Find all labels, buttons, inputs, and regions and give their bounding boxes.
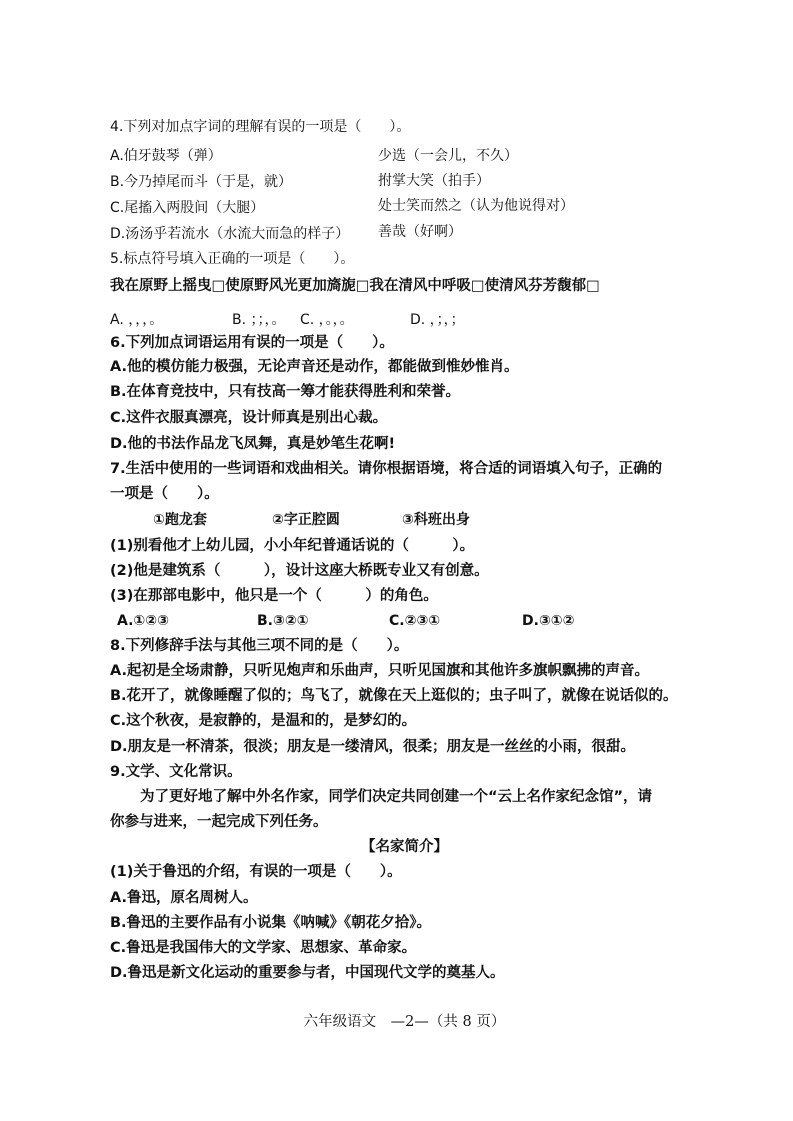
q9-intro-line1: 为了更好地了解中外名作家，同学们决定共同创建一个“云上名作家纪念馆”，请 xyxy=(140,789,653,805)
q9-sub1-option-a: A.鲁迅，原名周树人。 xyxy=(110,890,258,906)
q8-option-c: C.这个秋夜，是寂静的，是温和的，是梦幻的。 xyxy=(110,713,417,729)
q7-word-1: ①跑龙套 xyxy=(153,512,207,528)
q5-option-b: B. ；；，。 xyxy=(232,312,286,328)
q7-word-3: ③科班出身 xyxy=(402,512,470,528)
q8-stem: 8.下列修辞手法与其他三项不同的是（ ）。 xyxy=(110,638,409,654)
q9-sub1-stem: (1)关于鲁迅的介绍，有误的一项是（ ）。 xyxy=(110,864,402,880)
q6-option-a: A.他的模仿能力极强，无论声音还是动作，都能做到惟妙惟肖。 xyxy=(110,359,519,375)
q6-stem: 6.下列加点词语运用有误的一项是（ ）。 xyxy=(110,335,394,351)
q4-option-b: B.今乃掉尾而斗（于是，就） xyxy=(110,174,293,190)
q4-option-b-right: 拊掌大笑（拍手） xyxy=(378,173,490,189)
q8-option-b: B.花开了，就像睡醒了似的；鸟飞了，就像在天上逛似的；虫子叫了，就像在说话似的。 xyxy=(110,688,678,704)
q9-sub1-option-b: B.鲁迅的主要作品有小说集《呐喊》《朝花夕拾》。 xyxy=(110,915,432,931)
q4-option-a-right: 少选（一会儿，不久） xyxy=(378,148,518,164)
q9-section-title: 【名家简介】 xyxy=(361,839,448,855)
page-footer: 六年级语文 —2—（共 8 页） xyxy=(303,1014,506,1030)
q7-stem-line2: 一项是（ ）。 xyxy=(110,486,219,502)
q5-sentence: 我在原野上摇曳□使原野风光更加旖旎□我在清风中呼吸□使清风芬芳馥郁□ xyxy=(110,278,600,294)
q7-option-d: D.③①② xyxy=(522,613,575,629)
q9-intro-line2: 你参与进来，一起完成下列任务。 xyxy=(110,814,328,830)
q9-stem: 9.文学、文化常识。 xyxy=(110,764,242,780)
q9-sub1-option-c: C.鲁迅是我国伟大的文学家、思想家、革命家。 xyxy=(110,940,417,956)
q8-option-d: D.朋友是一杯清茶，很淡；朋友是一缕清风，很柔；朋友是一丝丝的小雨，很甜。 xyxy=(110,739,636,755)
q7-option-c: C.②③① xyxy=(389,613,441,629)
q4-stem: 4.下列对加点字词的理解有误的一项是（ ）。 xyxy=(110,119,411,135)
q4-option-d: D.汤汤乎若流水（水流大而急的样子） xyxy=(110,226,350,242)
q5-option-a: A. ，，，。 xyxy=(110,312,164,328)
q4-option-c-right: 处士笑而然之（认为他说得对） xyxy=(378,198,574,214)
q8-option-a: A.起初是全场肃静，只听见炮声和乐曲声，只听见国旗和其他许多旗帜飘拂的声音。 xyxy=(110,663,649,679)
q7-sentence-3: (3)在那部电影中，他只是一个（ ）的角色。 xyxy=(110,588,438,604)
q6-option-b: B.在体育竞技中，只有技高一筹才能获得胜利和荣誉。 xyxy=(110,384,461,400)
q9-sub1-option-d: D.鲁迅是新文化运动的重要参与者，中国现代文学的奠基人。 xyxy=(110,965,505,981)
q7-option-b: B.③②① xyxy=(257,613,309,629)
q7-word-2: ②字正腔圆 xyxy=(272,512,340,528)
q5-stem: 5.标点符号填入正确的一项是（ ）。 xyxy=(110,251,355,267)
q7-stem-line1: 7.生活中使用的一些词语和戏曲相关。请你根据语境，将合适的词语填入句子，正确的 xyxy=(110,461,663,477)
q4-option-d-right: 善哉（好啊） xyxy=(378,224,462,240)
q6-option-d: D.他的书法作品龙飞凤舞，真是妙笔生花啊! xyxy=(110,436,396,452)
q7-sentence-2: (2)他是建筑系（ ），设计这座大桥既专业又有创意。 xyxy=(110,563,489,579)
q4-option-a: A.伯牙鼓琴（弹） xyxy=(110,148,222,164)
q5-option-c: C. ，。，。 xyxy=(300,312,354,328)
q4-option-c: C.尾搐入两股间（大腿） xyxy=(110,200,265,216)
q5-option-d: D. ，；，； xyxy=(410,312,465,328)
q6-option-c: C.这件衣服真漂亮，设计师真是别出心裁。 xyxy=(110,410,388,426)
q7-option-a: A.①②③ xyxy=(117,613,169,629)
q7-sentence-1: (1)别看他才上幼儿园，小小年纪普通话说的（ ）。 xyxy=(110,538,475,554)
